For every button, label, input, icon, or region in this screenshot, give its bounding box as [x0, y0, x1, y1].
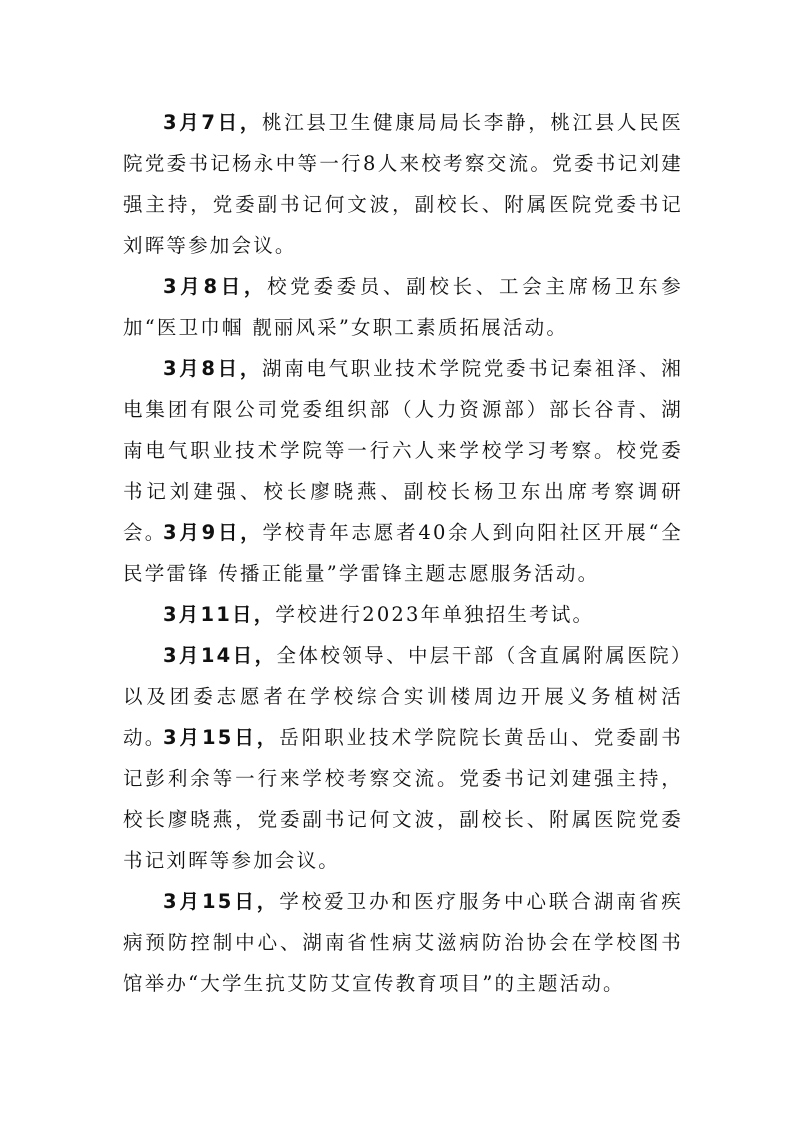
entry-text: 学校进行2023年单独招生考试。: [275, 603, 595, 626]
entry-text: 桃江县卫生健康局局长李静，桃江县人民医院党委书记杨永中等一行8人来校考察交流。党委书记刘建强主持，党委副书记何文波，副校长、附属医院党委书记刘晖等参加会议。: [123, 111, 683, 257]
entry-text: 学校青年志愿者40余人到向阳社区开展“全民学雷锋 传播正能量”学雷锋主题志愿服务活动。: [123, 521, 683, 585]
entry-date: 3月11日，: [163, 603, 276, 626]
entry-text: 湖南电气职业技术学院党委书记秦祖泽、湘电集团有限公司党委组织部（人力资源部）部长谷青、湖南电气职业技术学院等一行六人来学校学习考察。校党委书记刘建强、校长廖晓燕、副校长杨卫东出席考察调研会。: [123, 357, 683, 544]
news-entry: [123, 881, 683, 1004]
entry-date: 3月15日，: [163, 890, 280, 913]
news-entry: [123, 594, 683, 635]
entry-date: 3月15日，: [163, 726, 280, 749]
entry-date: 3月8日，: [163, 357, 263, 380]
entry-date: 3月9日，: [163, 521, 263, 544]
entry-date: 3月14日，: [163, 644, 277, 667]
news-entry: [123, 266, 683, 348]
news-entry: [123, 512, 683, 594]
news-entry: [123, 102, 683, 266]
news-entry: [123, 717, 683, 881]
entry-date: 3月8日，: [163, 275, 268, 298]
entry-text: 学校爱卫办和医疗服务中心联合湖南省疾病预防控制中心、湖南省性病艾滋病防治协会在学校图书馆举办“大学生抗艾防艾宣传教育项目”的主题活动。: [123, 890, 683, 995]
entry-date: 3月7日，: [163, 111, 263, 134]
entry-text: 岳阳职业技术学院院长黄岳山、党委副书记彭利余等一行来学校考察交流。党委书记刘建强主持，校长廖晓燕，党委副书记何文波，副校长、附属医院党委书记刘晖等参加会议。: [123, 726, 683, 872]
entry-text: 校党委委员、副校长、工会主席杨卫东参加“医卫巾帼 靓丽风采”女职工素质拓展活动。: [123, 275, 684, 339]
entry-text: 全体校领导、中层干部（含直属附属医院）以及团委志愿者在学校综合实训楼周边开展义务植树活动。: [123, 644, 683, 749]
